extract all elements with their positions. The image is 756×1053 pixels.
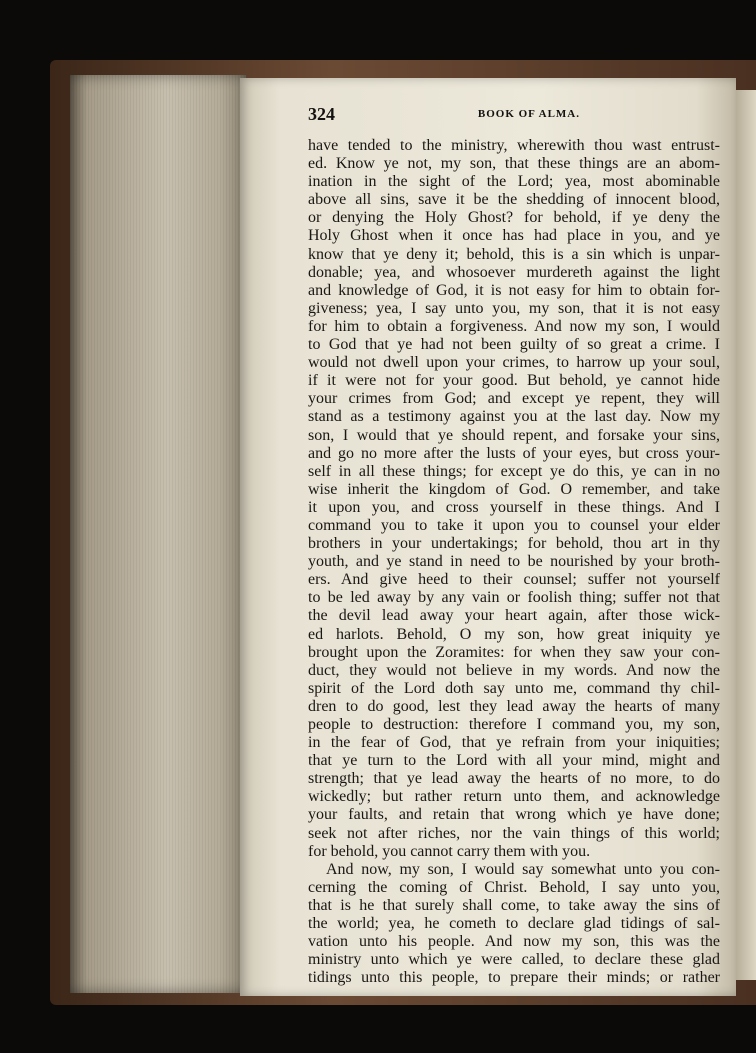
text-line: or denying the Holy Ghost? for behold, if ye deny the [308,209,720,227]
text-line: dren to do good, lest they lead away the hearts of many [308,697,720,715]
text-line: ed harlots. Behold, O my son, how great iniquity ye [308,625,720,643]
text-line: stand as a testimony against you at the last day. Now my [308,408,720,426]
facing-page-edge [736,90,756,980]
text-line: donable; yea, and whosoever murdereth against the light [308,263,720,281]
text-line: strength; that ye lead away the hearts of no more, to do [308,770,720,788]
text-line: ers. And give heed to their counsel; suffer not yourself [308,571,720,589]
text-line: wise inherit the kingdom of God. O remember, and take [308,480,720,498]
text-line: if it were not for your good. But behold, ye cannot hide [308,372,720,390]
text-line: ed. Know ye not, my son, that these things are an abom- [308,155,720,173]
text-line: it upon you, and cross yourself in these things. And I [308,498,720,516]
text-line: above all sins, save it be the shedding of innocent blood, [308,191,720,209]
text-line: self in all these things; for except ye do this, ye can in no [308,462,720,480]
running-head: BOOK OF ALMA. [477,108,580,120]
text-line: seek not after riches, nor the vain things of this world; [308,824,720,842]
text-line: wickedly; but rather return unto them, and acknowledge [308,788,720,806]
text-line: command you to take it upon you to counsel your elder [308,516,720,534]
text-line: to God that ye had not been guilty of so great a crime. I [308,336,720,354]
text-line: that ye turn to the Lord with all your mind, might and [308,752,720,770]
text-line: your faults, and retain that wrong which ye have done; [308,806,720,824]
text-line: people to destruction: therefore I command you, my son, [308,716,720,733]
text-line: ination in the sight of the Lord; yea, most abominable [308,173,720,191]
text-line: and go no more after the lusts of your eyes, but cross your- [308,444,720,462]
text-line: for him to obtain a forgiveness. And now my son, I would [308,317,720,335]
text-line: would not dwell upon your crimes, to harrow up your soul, [308,354,720,372]
text-line: youth, and ye stand in need to be nourished by your broth- [308,553,720,571]
text-line: brothers in your undertakings; for behold, thou art in thy [308,535,720,553]
text-line: vation unto his people. And now my son, this was the [308,933,720,951]
text-line: giveness; yea, I say unto you, my son, that it is not easy [308,299,720,317]
text-line: have tended to the ministry, wherewith thou wast entrust- [308,137,720,154]
body-text [308,137,720,987]
page-edges [70,75,246,993]
text-line: tidings unto this people, to prepare their minds; or rather [308,969,720,987]
text-line: brought upon the Zoramites: for when they saw your con- [308,643,720,661]
text-line: ministry unto which ye were called, to declare these glad [308,951,720,969]
text-line: and knowledge of God, it is not easy for him to obtain for- [308,281,720,299]
text-line: that is he that surely shall come, to take away the sins of [308,896,720,914]
text-line: your crimes from God; and except ye repent, they will [308,390,720,408]
text-line: duct, they would not believe in my words. And now the [308,661,720,679]
text-line: the world; yea, he cometh to declare glad tidings of sal- [308,915,720,933]
text-line: the devil lead away your heart again, after those wick- [308,607,720,625]
page-number: 324 [308,104,335,124]
text-line: cerning the coming of Christ. Behold, I say unto you, [308,878,720,896]
text-line: in the fear of God, that ye refrain from your iniquities; [308,734,720,752]
text-line: son, I would that ye should repent, and forsake your sins, [308,426,720,444]
text-line: spirit of the Lord doth say unto me, command thy chil- [308,679,720,697]
text-line: know that ye deny it; behold, this is a sin which is unpar- [308,245,720,263]
text-line: to be led away by any vain or foolish thing; suffer not that [308,589,720,607]
page-header [308,104,580,126]
text-line: Holy Ghost when it once has had place in you, and ye [308,227,720,245]
text-line: for behold, you cannot carry them with you. [308,842,591,860]
text-line: And now, my son, I would say somewhat unto you con- [326,860,720,878]
